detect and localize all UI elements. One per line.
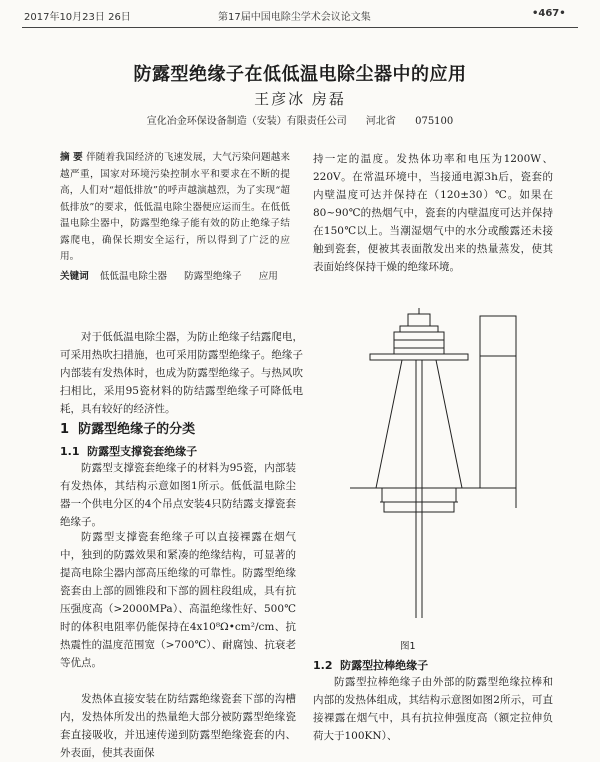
keyword: 防露型绝缘子 [184,271,242,282]
section-1-heading [60,418,195,437]
keywords [60,269,300,286]
affiliation-province: 河北省 [365,116,396,127]
keywords-label: 关键词 [60,271,89,282]
header-date: 2017年10月23日 26日 [24,12,131,23]
section-number: 1 [60,422,70,437]
body-paragraph: 持一定的温度。发热体功率和电压为1200W、220V。在常温环境中，当接通电源3h后，瓷套的内壁温度可达并保持在（120±30）℃。如果在80~90℃的热烟气中，瓷套的内壁温度可达并保持在150℃以上。当潮湿烟气中的水分或酸露还未接触到瓷套，便被其表面散发出来的热量蒸发，使其表面始终保持干燥的绝缘环境。 [313,153,553,273]
abstract-text: 伴随着我国经济的飞速发展，大气污染问题越来越严重，国家对环境污染控制水平和要求在不断的提高，人们对“超低排放”的呼声越演越烈，为了实现“超低排放”的要求，低低温电除尘器便应运而生。在低低温电除尘器中，防露型绝缘子能有效的防止绝缘子结露爬电，确保长期安全运行，所以得到了广泛的应用。 [60,152,291,262]
body-paragraph: 发热体直接安装在防结露绝缘瓷套下部的沟槽内，发热体所发出的热量绝大部分被防露型绝缘瓷套直接吸收，并迅速传递到防露型绝缘瓷套的内、外表面，使其表面保 [60,693,296,759]
section-title: 防露型支撑瓷套绝缘子 [87,445,198,458]
abstract [60,150,290,266]
figure-flange [400,326,438,332]
section-number: 1.1 [60,445,80,458]
keyword: 应用 [258,271,278,282]
figure-mount-plate [370,354,468,360]
section-1-2-heading [313,657,428,673]
figure-side-box [480,316,516,356]
section-1-1-heading [60,443,197,459]
affiliation-postcode: 075100 [415,116,454,127]
body-paragraph: 防露型拉棒绝缘子由外部的防露型绝缘拉棒和内部的发热体组成，其结构示意图如图2所示，可直接裸露在烟气中，具有抗拉伸强度高（额定拉伸负荷大于100KN）、 [313,676,553,742]
header-page-number: •467• [532,8,566,19]
figure-heater-groove [384,502,454,512]
keyword: 低低温电除尘器 [99,271,167,282]
figure-top-cap [408,314,430,326]
intro-paragraph: 对于低低温电除尘器，为防止绝缘子结露爬电，可采用热吹扫措施，也可采用防露型绝缘子。绝缘子内部装有发热体时，也成为防露型绝缘子。与热风吹扫相比，采用95瓷材料的防结露型绝缘子可降低电耗，具有较好的经济性。 [60,331,303,415]
header-rule [22,27,578,28]
abstract-label: 摘 要 [60,152,83,163]
figure-lower-flange [382,488,456,502]
header-journal: 第17届中国电除尘学术会议论文集 [218,12,371,23]
figure-1-caption: 图1 [400,641,416,652]
body-paragraph: 防露型支撑瓷套绝缘子可以直接裸露在烟气中，独到的防露效果和紧凑的绝缘结构，可显著的提高电除尘器内部高压绝缘的可靠性。防露型绝缘瓷套由上部的圆锥段和下部的圆柱段组成，具有抗压强度高（>2000MPa）、高温绝缘性好、500℃时的体积电阻率仍能保持在4x10⁸Ω•cm²/cm、抗热震性的温度范围宽（>700℃）、耐腐蚀、抗衰老等优点。 [60,531,296,669]
figure-1-insulator-diagram [330,308,560,638]
section-number: 1.2 [313,659,333,672]
body-paragraph: 防露型支撑瓷套绝缘子的材料为95瓷，内部装有发热体，其结构示意如图1所示。低低温电除尘器一个供电分区的4个吊点安装4只防结露支撑瓷套绝缘子。 [60,462,296,528]
figure-cone-body [376,360,462,488]
authors: 王彦冰 房磊 [254,90,346,108]
affiliation [0,112,600,127]
figure-upper-block [394,332,444,354]
section-title: 防露型绝缘子的分类 [78,422,196,437]
affiliation-org: 宣化冶金环保设备制造（安装）有限责任公司 [146,116,347,127]
paper-title: 防露型绝缘子在低低温电除尘器中的应用 [133,64,467,85]
section-title: 防露型拉棒绝缘子 [340,659,429,672]
